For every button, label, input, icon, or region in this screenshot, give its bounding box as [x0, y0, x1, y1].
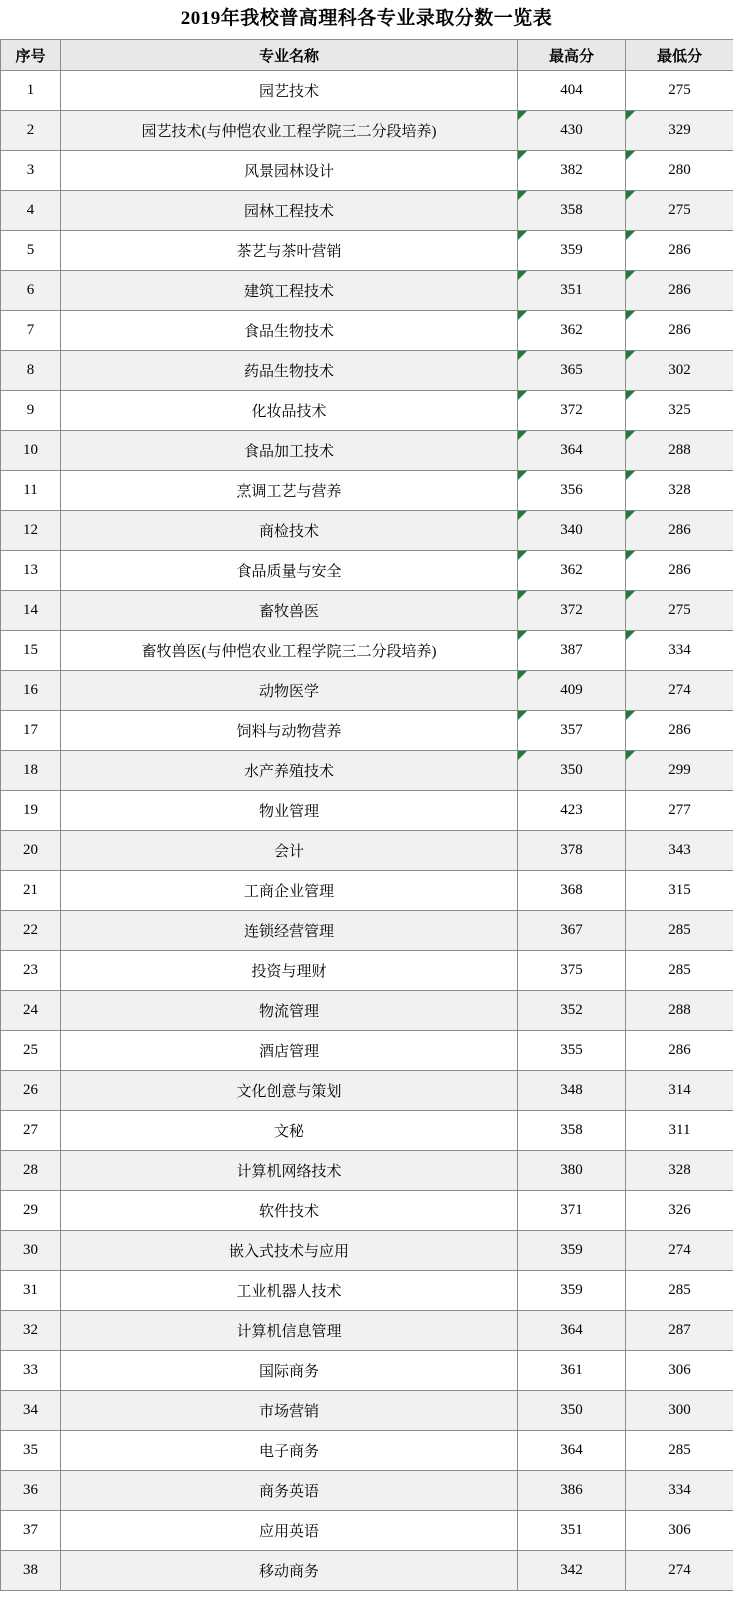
cell-major-name: 茶艺与茶叶营销 [61, 231, 518, 271]
cell-major-name: 酒店管理 [61, 1031, 518, 1071]
table-row [1, 1311, 733, 1351]
cell-min-score: 285 [626, 1431, 733, 1471]
cell-min-score: 288 [626, 991, 733, 1031]
cell-major-name: 文化创意与策划 [61, 1071, 518, 1111]
table-row [1, 1551, 733, 1591]
cell-min-score: 326 [626, 1191, 733, 1231]
table-row [1, 751, 733, 791]
cell-min-score: 275 [626, 591, 733, 631]
cell-major-name: 药品生物技术 [61, 351, 518, 391]
cell-max-score: 372 [518, 591, 626, 631]
cell-max-score: 364 [518, 1311, 626, 1351]
cell-min-score: 288 [626, 431, 733, 471]
cell-min-score: 280 [626, 151, 733, 191]
table-row [1, 631, 733, 671]
cell-index: 5 [1, 231, 61, 271]
cell-min-score: 275 [626, 71, 733, 111]
cell-min-score: 314 [626, 1071, 733, 1111]
cell-max-score: 380 [518, 1151, 626, 1191]
table-row [1, 191, 733, 231]
cell-index: 3 [1, 151, 61, 191]
table-row [1, 511, 733, 551]
cell-major-name: 市场营销 [61, 1391, 518, 1431]
table-row [1, 591, 733, 631]
cell-max-score: 359 [518, 1271, 626, 1311]
table-row [1, 1471, 733, 1511]
cell-max-score: 356 [518, 471, 626, 511]
table-header-row [1, 40, 733, 71]
cell-max-score: 359 [518, 231, 626, 271]
cell-major-name: 化妆品技术 [61, 391, 518, 431]
cell-major-name: 畜牧兽医 [61, 591, 518, 631]
cell-major-name: 文秘 [61, 1111, 518, 1151]
table-body [1, 71, 733, 1591]
cell-major-name: 商检技术 [61, 511, 518, 551]
table-row [1, 71, 733, 111]
cell-max-score: 368 [518, 871, 626, 911]
table-row [1, 471, 733, 511]
cell-major-name: 会计 [61, 831, 518, 871]
cell-index: 4 [1, 191, 61, 231]
cell-max-score: 378 [518, 831, 626, 871]
cell-index: 35 [1, 1431, 61, 1471]
cell-index: 33 [1, 1351, 61, 1391]
cell-min-score: 286 [626, 551, 733, 591]
cell-min-score: 275 [626, 191, 733, 231]
table-row [1, 671, 733, 711]
cell-min-score: 300 [626, 1391, 733, 1431]
cell-max-score: 430 [518, 111, 626, 151]
cell-major-name: 园艺技术(与仲恺农业工程学院三二分段培养) [61, 111, 518, 151]
cell-major-name: 计算机网络技术 [61, 1151, 518, 1191]
cell-index: 9 [1, 391, 61, 431]
table-row [1, 1071, 733, 1111]
table-row [1, 1431, 733, 1471]
cell-min-score: 325 [626, 391, 733, 431]
cell-max-score: 362 [518, 551, 626, 591]
cell-index: 25 [1, 1031, 61, 1071]
cell-major-name: 物流管理 [61, 991, 518, 1031]
cell-index: 10 [1, 431, 61, 471]
cell-max-score: 386 [518, 1471, 626, 1511]
cell-index: 34 [1, 1391, 61, 1431]
cell-index: 16 [1, 671, 61, 711]
cell-index: 32 [1, 1311, 61, 1351]
cell-major-name: 嵌入式技术与应用 [61, 1231, 518, 1271]
cell-index: 12 [1, 511, 61, 551]
cell-major-name: 食品质量与安全 [61, 551, 518, 591]
cell-major-name: 工商企业管理 [61, 871, 518, 911]
table-row [1, 1231, 733, 1271]
cell-major-name: 水产养殖技术 [61, 751, 518, 791]
cell-min-score: 286 [626, 511, 733, 551]
cell-index: 2 [1, 111, 61, 151]
cell-min-score: 287 [626, 1311, 733, 1351]
cell-index: 28 [1, 1151, 61, 1191]
cell-index: 22 [1, 911, 61, 951]
cell-min-score: 286 [626, 711, 733, 751]
cell-max-score: 364 [518, 431, 626, 471]
cell-index: 13 [1, 551, 61, 591]
cell-major-name: 商务英语 [61, 1471, 518, 1511]
table-row [1, 831, 733, 871]
table-row [1, 231, 733, 271]
cell-major-name: 投资与理财 [61, 951, 518, 991]
table-row [1, 1391, 733, 1431]
cell-max-score: 365 [518, 351, 626, 391]
table-header [1, 40, 733, 71]
cell-min-score: 302 [626, 351, 733, 391]
cell-min-score: 285 [626, 951, 733, 991]
cell-max-score: 348 [518, 1071, 626, 1111]
cell-min-score: 329 [626, 111, 733, 151]
cell-min-score: 274 [626, 1551, 733, 1591]
cell-major-name: 连锁经营管理 [61, 911, 518, 951]
column-header-min-score: 最低分 [626, 40, 733, 71]
cell-index: 27 [1, 1111, 61, 1151]
table-row [1, 311, 733, 351]
cell-major-name: 烹调工艺与营养 [61, 471, 518, 511]
table-row [1, 551, 733, 591]
cell-max-score: 351 [518, 271, 626, 311]
table-row [1, 911, 733, 951]
cell-index: 24 [1, 991, 61, 1031]
cell-min-score: 285 [626, 911, 733, 951]
admission-score-table [0, 39, 733, 1591]
cell-max-score: 355 [518, 1031, 626, 1071]
cell-max-score: 409 [518, 671, 626, 711]
page-title: 2019年我校普高理科各专业录取分数一览表 [180, 8, 553, 29]
table-row [1, 711, 733, 751]
cell-min-score: 343 [626, 831, 733, 871]
cell-min-score: 286 [626, 231, 733, 271]
cell-index: 38 [1, 1551, 61, 1591]
cell-major-name: 工业机器人技术 [61, 1271, 518, 1311]
cell-max-score: 361 [518, 1351, 626, 1391]
table-row [1, 351, 733, 391]
cell-major-name: 畜牧兽医(与仲恺农业工程学院三二分段培养) [61, 631, 518, 671]
table-row [1, 1351, 733, 1391]
cell-min-score: 274 [626, 1231, 733, 1271]
cell-max-score: 375 [518, 951, 626, 991]
table-row [1, 431, 733, 471]
cell-min-score: 274 [626, 671, 733, 711]
cell-index: 31 [1, 1271, 61, 1311]
cell-major-name: 食品生物技术 [61, 311, 518, 351]
cell-major-name: 园艺技术 [61, 71, 518, 111]
cell-min-score: 306 [626, 1511, 733, 1551]
cell-index: 30 [1, 1231, 61, 1271]
cell-max-score: 362 [518, 311, 626, 351]
cell-index: 17 [1, 711, 61, 751]
table-row [1, 1111, 733, 1151]
column-header-major: 专业名称 [61, 40, 518, 71]
cell-max-score: 359 [518, 1231, 626, 1271]
cell-min-score: 277 [626, 791, 733, 831]
cell-min-score: 328 [626, 471, 733, 511]
cell-min-score: 286 [626, 1031, 733, 1071]
table-row [1, 1151, 733, 1191]
table-row [1, 871, 733, 911]
cell-index: 36 [1, 1471, 61, 1511]
cell-major-name: 计算机信息管理 [61, 1311, 518, 1351]
cell-index: 21 [1, 871, 61, 911]
cell-index: 18 [1, 751, 61, 791]
table-row [1, 991, 733, 1031]
table-row [1, 391, 733, 431]
cell-major-name: 移动商务 [61, 1551, 518, 1591]
table-row [1, 111, 733, 151]
cell-max-score: 350 [518, 751, 626, 791]
cell-min-score: 311 [626, 1111, 733, 1151]
column-header-max-score: 最高分 [518, 40, 626, 71]
cell-min-score: 286 [626, 311, 733, 351]
cell-index: 7 [1, 311, 61, 351]
cell-min-score: 306 [626, 1351, 733, 1391]
cell-major-name: 建筑工程技术 [61, 271, 518, 311]
cell-major-name: 应用英语 [61, 1511, 518, 1551]
cell-major-name: 饲料与动物营养 [61, 711, 518, 751]
cell-min-score: 328 [626, 1151, 733, 1191]
cell-max-score: 357 [518, 711, 626, 751]
cell-max-score: 382 [518, 151, 626, 191]
cell-max-score: 404 [518, 71, 626, 111]
cell-major-name: 食品加工技术 [61, 431, 518, 471]
cell-max-score: 364 [518, 1431, 626, 1471]
cell-min-score: 286 [626, 271, 733, 311]
cell-major-name: 软件技术 [61, 1191, 518, 1231]
table-row [1, 1191, 733, 1231]
table-row [1, 1511, 733, 1551]
cell-max-score: 372 [518, 391, 626, 431]
cell-max-score: 371 [518, 1191, 626, 1231]
cell-index: 14 [1, 591, 61, 631]
cell-index: 1 [1, 71, 61, 111]
cell-index: 6 [1, 271, 61, 311]
cell-max-score: 342 [518, 1551, 626, 1591]
cell-major-name: 国际商务 [61, 1351, 518, 1391]
cell-index: 29 [1, 1191, 61, 1231]
table-row [1, 1031, 733, 1071]
cell-min-score: 315 [626, 871, 733, 911]
cell-max-score: 352 [518, 991, 626, 1031]
cell-index: 8 [1, 351, 61, 391]
table-row [1, 791, 733, 831]
cell-min-score: 299 [626, 751, 733, 791]
cell-max-score: 350 [518, 1391, 626, 1431]
cell-max-score: 367 [518, 911, 626, 951]
cell-max-score: 423 [518, 791, 626, 831]
table-row [1, 151, 733, 191]
cell-max-score: 340 [518, 511, 626, 551]
cell-index: 19 [1, 791, 61, 831]
cell-min-score: 334 [626, 1471, 733, 1511]
cell-index: 15 [1, 631, 61, 671]
cell-min-score: 285 [626, 1271, 733, 1311]
cell-index: 20 [1, 831, 61, 871]
table-row [1, 951, 733, 991]
cell-max-score: 358 [518, 1111, 626, 1151]
table-row [1, 271, 733, 311]
cell-max-score: 387 [518, 631, 626, 671]
cell-max-score: 351 [518, 1511, 626, 1551]
cell-major-name: 电子商务 [61, 1431, 518, 1471]
cell-index: 23 [1, 951, 61, 991]
cell-index: 11 [1, 471, 61, 511]
cell-index: 37 [1, 1511, 61, 1551]
cell-min-score: 334 [626, 631, 733, 671]
cell-major-name: 物业管理 [61, 791, 518, 831]
table-row [1, 1271, 733, 1311]
cell-max-score: 358 [518, 191, 626, 231]
cell-major-name: 园林工程技术 [61, 191, 518, 231]
cell-major-name: 风景园林设计 [61, 151, 518, 191]
cell-index: 26 [1, 1071, 61, 1111]
cell-major-name: 动物医学 [61, 671, 518, 711]
column-header-index: 序号 [1, 40, 61, 71]
